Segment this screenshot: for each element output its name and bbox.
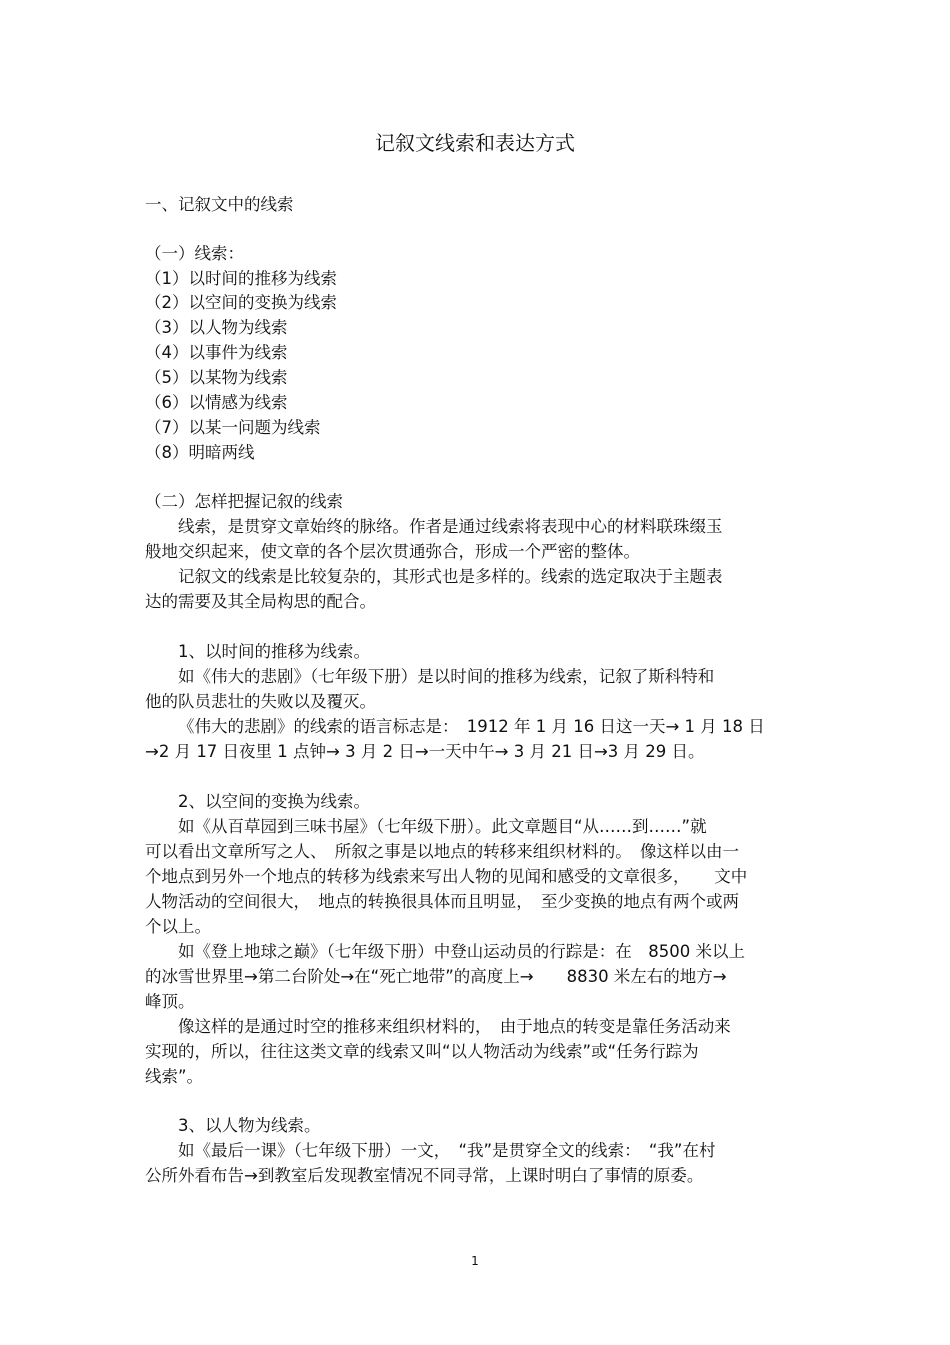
text-line: 他的队员悲壮的失败以及覆灭。 — [145, 692, 376, 711]
text-line: 如《登上地球之巅》（七年级下册）中登山运动员的行踪是：在 8500 米以上 — [178, 942, 745, 961]
text-line: 线索，是贯穿文章始终的脉络。作者是通过线索将表现中心的材料联珠缀玉 — [178, 517, 723, 536]
text-line: （5）以某物为线索 — [145, 368, 288, 387]
text-line: 如《从百草园到三味书屋》（七年级下册）。此文章题目“从……到……”就 — [178, 817, 707, 836]
text-line: 般地交织起来，使文章的各个层次贯通弥合，形成一个严密的整体。 — [145, 542, 640, 561]
text-line: 像这样的是通过时空的推移来组织材料的， 由于地点的转变是靠任务活动来 — [178, 1017, 731, 1036]
document-title: 记叙文线索和表达方式 — [375, 131, 575, 155]
text-line: 达的需要及其全局构思的配合。 — [145, 592, 376, 611]
text-line: 的冰雪世界里→第二台阶处→在“死亡地带”的高度上→ 8830 米左右的地方→ — [145, 967, 727, 986]
text-line: 2、以空间的变换为线索。 — [178, 792, 370, 811]
text-line: 公所外看布告→到教室后发现教室情况不同寻常，上课时明白了事情的原委。 — [145, 1166, 704, 1185]
text-line: 一、记叙文中的线索 — [145, 195, 294, 214]
text-line: （6）以情感为线索 — [145, 393, 288, 412]
text-line: 线索”。 — [145, 1067, 204, 1086]
text-line: （2）以空间的变换为线索 — [145, 293, 337, 312]
text-line: （4）以事件为线索 — [145, 343, 288, 362]
text-line: （3）以人物为线索 — [145, 318, 288, 337]
text-line: 人物活动的空间很大， 地点的转换很具体而且明显， 至少变换的地点有两个或两 — [145, 892, 739, 911]
page-number: 1 — [471, 1254, 479, 1268]
text-line: 《伟大的悲剧》的线索的语言标志是： 1912 年 1 月 16 日这一天→ 1 月 18 日 — [178, 717, 765, 736]
text-line: 如《最后一课》（七年级下册）一文， “我”是贯穿全文的线索： “我”在村 — [178, 1141, 716, 1160]
text-line: （8）明暗两线 — [145, 443, 255, 462]
text-line: 峰顶。 — [145, 992, 195, 1011]
text-line: 个地点到另外一个地点的转移为线索来写出人物的见闻和感受的文章很多， 文中 — [145, 867, 748, 886]
text-line: →2 月 17 日夜里 1 点钟→ 3 月 2 日→一天中午→ 3 月 21 日→3 月 29 日。 — [145, 742, 705, 761]
text-line: 实现的，所以，往往这类文章的线索又叫“以人物活动为线索”或“任务行踪为 — [145, 1042, 699, 1061]
text-line: （7）以某一问题为线索 — [145, 418, 321, 437]
text-line: 1、以时间的推移为线索。 — [178, 642, 370, 661]
text-line: 个以上。 — [145, 917, 211, 936]
text-line: 3、以人物为线索。 — [178, 1116, 321, 1135]
text-line: （二）怎样把握记叙的线索 — [145, 492, 343, 511]
text-line: （一）线索： — [145, 244, 244, 263]
text-line: 可以看出文章所写之人、 所叙之事是以地点的转移来组织材料的。 像这样以由一 — [145, 842, 739, 861]
text-line: 如《伟大的悲剧》（七年级下册）是以时间的推移为线索，记叙了斯科特和 — [178, 667, 715, 686]
text-line: 记叙文的线索是比较复杂的，其形式也是多样的。线索的选定取决于主题表 — [178, 567, 723, 586]
text-line: （1）以时间的推移为线索 — [145, 269, 337, 288]
